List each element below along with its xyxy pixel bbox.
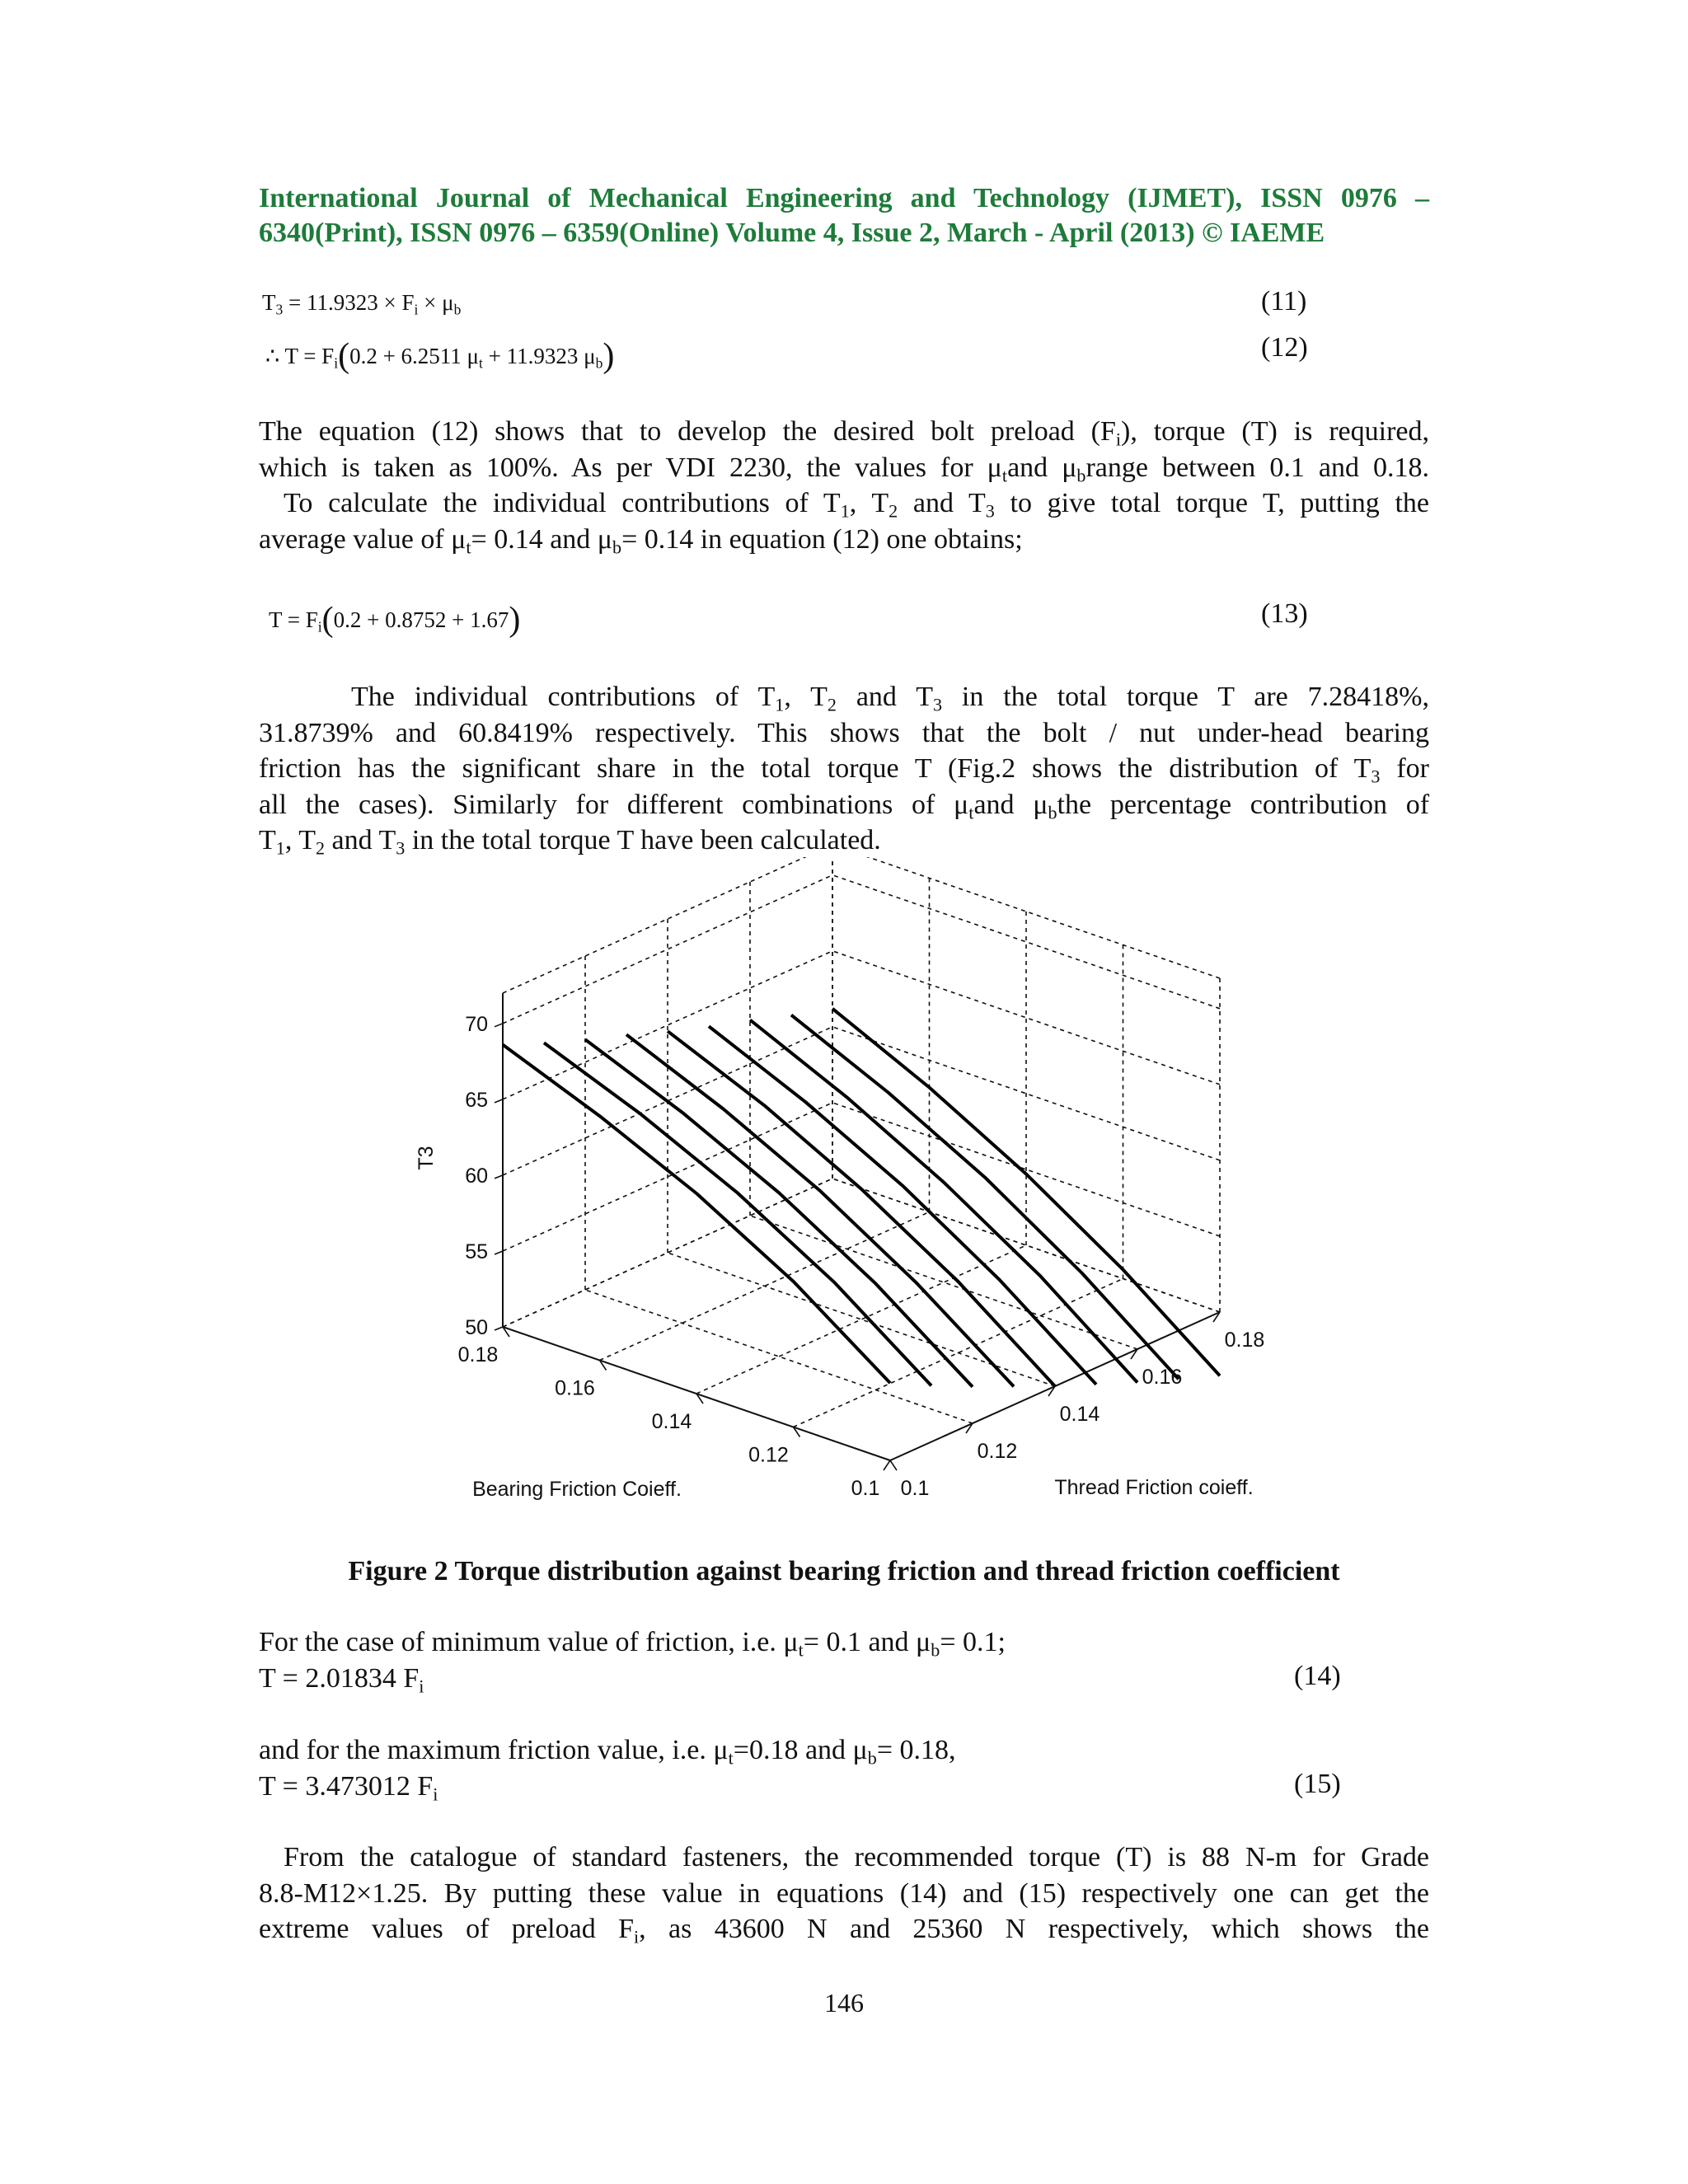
chart-labels [415, 1013, 1264, 1501]
journal-header [259, 181, 1429, 251]
series-line [544, 1043, 931, 1385]
equation-13-number: (13) [1261, 598, 1308, 629]
wall-gridline [832, 857, 1220, 978]
paragraph-2: The individual contributions of $T_1$, $T_2$ and $T_3$ in the total torque T are 7.28418%, 31.8739% and 60.8419% respectively. This shows that the bolt / nut under-head bearing friction has the significant share in the total torque T (Fig.2 shows the distribution of $T_3$ for all the cases). Similarly for different combinations of $\mu_tand$ $\mu_bthe$ percentage contribution of $T_1$, $T_2$ and $T_3$ in the total torque T have been calculated. [259, 682, 1430, 859]
paragraph-3: From the catalogue of standard fasteners, the recommended torque (T) is 88 N-m for Grade 8.8-M12×1.25. By putting these value in equations (14) and (15) respectively one can get the extreme values of preload $F_i$, as 43600 N and 25360 N respectively, which shows the [259, 1842, 1430, 1947]
thread-tick-label: 0.18 [1224, 1329, 1265, 1352]
case-min-text: For the case of minimum value of friction, i.e. $\mu_t= 0.1$ and $\mu_b= 0.1$; T = 2.01834 $F_i$ [259, 1627, 1006, 1697]
bearing-tick-label: 0.12 [748, 1443, 789, 1467]
thread-tick-label: 0.1 [900, 1477, 930, 1500]
thread-tick-label: 0.12 [977, 1440, 1018, 1463]
equation-14-number: (14) [1294, 1661, 1341, 1691]
equation-12: ∴ $T = F_i(0.2 + 6.2511$ $\mu_t + 11.9323$ $\mu_b$) [265, 337, 615, 375]
z-tick [495, 1099, 503, 1103]
z-tick [495, 1175, 503, 1179]
thread-tick-label: 0.16 [1142, 1366, 1183, 1389]
z-tick-label: 60 [465, 1164, 488, 1188]
z-tick-label: 55 [465, 1240, 488, 1263]
bearing-tick-label: 0.18 [457, 1343, 499, 1366]
z-tick-label: 70 [465, 1012, 488, 1036]
z-tick [495, 1251, 503, 1254]
page-number: 146 [824, 1988, 864, 2018]
paragraph-1: The equation (12) shows that to develop the desired bolt preload $(F_i)$, torque (T) is required, which is taken as 100%. As per VDI 2230, the values for $\mu_tand$ $\mu_brange$ between 0.1 and 0.18. To calculate the individual contributions of $T_1$, $T_2$ and $T_3$ to give total torque T, putting the average value of $\mu_t= 0.14$ and $\mu_b= 0.14$ in equation (12) one obtains; [259, 416, 1430, 558]
floor-gridline [750, 1216, 1137, 1349]
bearing-tick [890, 1460, 897, 1470]
wall-gridline [503, 875, 832, 1024]
series-line [709, 1026, 1096, 1385]
case-max-text: and for the maximum friction value, i.e. $\mu_t=0.18$ and $\mu_b= 0.18$, T = 3.473012 $F_i$ [259, 1735, 956, 1805]
z-tick-label: 65 [465, 1088, 488, 1112]
floor-gridline [585, 1290, 973, 1423]
floor-gridline [696, 1245, 1026, 1394]
z-tick [495, 1327, 503, 1330]
chart-series [503, 1009, 1220, 1387]
equation-11-number: (11) [1261, 286, 1307, 316]
z-axis-label: T3 [415, 1146, 438, 1170]
series-line [626, 1034, 1014, 1386]
equation-11: $T_3 = 11.9323 \times F_i \times \mu_b$ [262, 290, 462, 318]
thread-tick [884, 1460, 890, 1470]
bearing-tick-label: 0.1 [851, 1477, 880, 1500]
journal-header-line1: International Journal of Mechanical Engineering and Technology (IJMET), ISSN 0976 – [259, 183, 1429, 213]
chart-grid [503, 857, 1220, 1460]
bearing-tick-label: 0.14 [651, 1410, 692, 1433]
figure-caption: Figure 2 Torque distribution against bearing friction and thread friction coefficient [348, 1556, 1340, 1586]
z-tick [495, 1024, 503, 1027]
bearing-axis-label: Bearing Friction Coieff. [472, 1478, 682, 1501]
z-tick-label: 50 [465, 1316, 488, 1339]
equation-13: $T = F_i(0.2 + 0.8752 + 1.67)$ [269, 601, 521, 639]
bearing-tick-label: 0.16 [555, 1376, 595, 1400]
thread-axis-label: Thread Friction coieff. [1054, 1476, 1254, 1499]
series-line [585, 1039, 973, 1387]
series-line [750, 1020, 1137, 1383]
journal-header-line2: 6340(Print), ISSN 0976 – 6359(Online) Volume 4, Issue 2, March - April (2013) © IAEME [259, 218, 1325, 248]
equation-15-number: (15) [1294, 1769, 1341, 1799]
equation-12-number: (12) [1261, 332, 1308, 363]
torque-distribution-chart [396, 857, 1302, 1508]
thread-tick-label: 0.14 [1059, 1403, 1100, 1426]
series-line [668, 1031, 1055, 1386]
